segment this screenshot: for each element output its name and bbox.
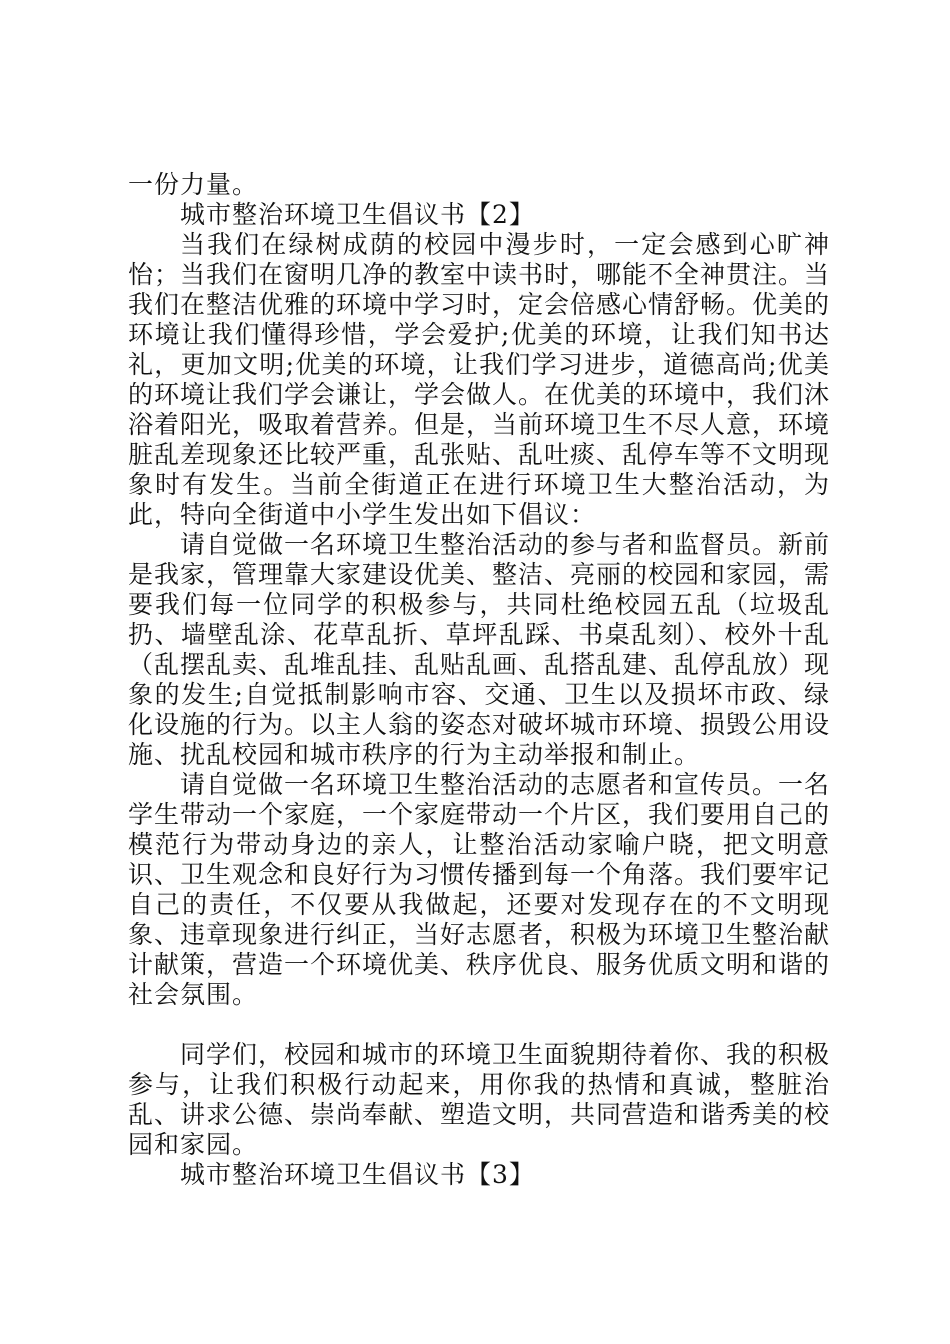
paragraph-closing: 同学们，校园和城市的环境卫生面貌期待着你、我的积极参与，让我们积极行动起来，用你我的热情和真诚，整脏治乱、讲求公德、崇尚奉献、塑造文明，共同营造和谐秀美的校园和家园。 xyxy=(128,1040,831,1159)
paragraph-volunteer: 请自觉做一名环境卫生整治活动的志愿者和宣传员。一名学生带动一个家庭，一个家庭带动一个片区，我们要用自己的模范行为带动身边的亲人，让整治活动家喻户晓，把文明意识、卫生观念和良好行为习惯传播到每一个角落。我们要牢记自己的责任，不仅要从我做起，还要对发现存在的不文明现象、违章现象进行纠正，当好志愿者，积极为环境卫生整治献计献策，营造一个环境优美、秩序优良、服务优质文明和谐的社会氛围。 xyxy=(128,770,831,1009)
paragraph-participant: 请自觉做一名环境卫生整治活动的参与者和监督员。新前是我家，管理靠大家建设优美、整洁、亮丽的校园和家园，需要我们每一位同学的积极参与，共同杜绝校园五乱（垃圾乱扔、墙壁乱涂、花草乱折、草坪乱踩、书桌乱刻）、校外十乱（乱摆乱卖、乱堆乱挂、乱贴乱画、乱搭乱建、乱停乱放）现象的发生;自觉抵制影响市容、交通、卫生以及损坏市政、绿化设施的行为。以主人翁的姿态对破坏城市环境、损毁公用设施、扰乱校园和城市秩序的行为主动举报和制止。 xyxy=(128,530,831,769)
paragraph-continuation: 一份力量。 xyxy=(128,170,259,199)
section-heading-2: 城市整治环境卫生倡议书【2】 xyxy=(180,200,535,229)
paragraph-intro: 当我们在绿树成荫的校园中漫步时，一定会感到心旷神怡；当我们在窗明几净的教室中读书时，哪能不全神贯注。当我们在整洁优雅的环境中学习时，定会倍感心情舒畅。优美的环境让我们懂得珍惜，学会爱护;优美的环境，让我们知书达礼，更加文明;优美的环境，让我们学习进步，道德高尚;优美的环境让我们学会谦让，学会做人。在优美的环境中，我们沐浴着阳光，吸取着营养。但是，当前环境卫生不尽人意，环境脏乱差现象还比较严重，乱张贴、乱吐痰、乱停车等不文明现象时有发生。当前全街道正在进行环境卫生大整治活动，为此，特向全街道中小学生发出如下倡议： xyxy=(128,230,831,529)
document-body xyxy=(128,170,830,1190)
section-heading-3: 城市整治环境卫生倡议书【3】 xyxy=(180,1160,535,1189)
